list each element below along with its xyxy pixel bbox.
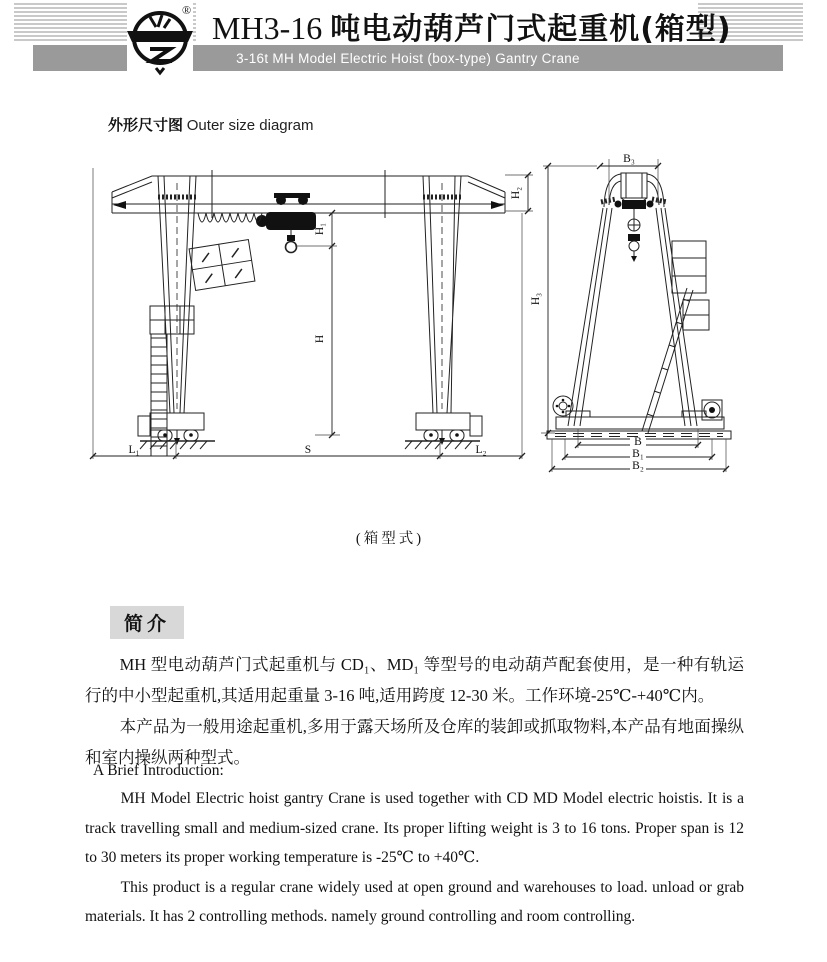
dim-label-b3: B₃ <box>623 153 635 165</box>
logo-box <box>127 2 193 79</box>
en-paragraph-1: MH Model Electric hoist gantry Crane is used together with CD MD Model electric hoistis. It is a track travelling small and medium-sized crane. Its proper lifting weight is 3 to 16 tons. Proper span is 12 to 30 meters its proper working temperature is -25℃ to +40℃. <box>85 790 744 866</box>
dim-label-l2: L₂ <box>475 444 487 456</box>
section-title-cn: 外形尺寸图 <box>108 116 184 134</box>
dim-label-b2: B₂ <box>632 460 644 472</box>
ladder <box>151 334 167 456</box>
page-title <box>212 4 732 46</box>
diagram-caption: (箱型式) <box>355 531 425 547</box>
section-title-en: Outer size diagram <box>186 117 314 134</box>
electric-hoist <box>256 193 316 253</box>
dim-label-h: H <box>314 334 326 344</box>
en-paragraph-2: This product is a regular crane widely used at open ground and warehouses to load. unload or grab materials. It has 2 controlling methods. namely ground controlling and room controlling. <box>85 878 744 925</box>
dim-label-s: S <box>304 444 312 456</box>
festoon-cable <box>198 213 262 222</box>
outer-size-diagram <box>85 143 745 523</box>
header-subtitle: 3-16t MH Model Electric Hoist (box-type) Gantry Crane <box>236 50 580 66</box>
hook-icon <box>286 242 297 253</box>
intro-chinese-text <box>85 649 744 773</box>
intro-heading-cn: 简介 <box>110 606 184 639</box>
crane-drawing <box>85 143 745 523</box>
registered-mark: ® <box>182 3 192 17</box>
side-view <box>541 159 731 472</box>
front-view <box>90 168 533 459</box>
intro-heading-en: A Brief Introduction: <box>93 762 224 779</box>
dim-label-b1: B₁ <box>632 448 644 460</box>
intro-english-text <box>85 762 744 932</box>
cn-paragraph-2: 本产品为一般用途起重机,多用于露天场所及仓库的装卸或抓取物料,本产品有地面操纵和室内操纵两种型式。 <box>85 717 744 767</box>
dim-label-l1: L₁ <box>128 444 140 456</box>
side-hoist <box>615 200 654 262</box>
travel-arrow-left <box>113 201 126 209</box>
title-model-number: MH3-16 <box>212 10 323 46</box>
cn-paragraph-1: MH 型电动葫芦门式起重机与 CD₁、MD₁ 等型号的电动葫芦配套使用，是一种有轨运行的中小型起重机,其适用起重量 3-16 吨,适用跨度 12-30 米。工作环境-25℃-+40℃内。 <box>85 655 744 705</box>
dim-label-b: B <box>634 436 642 448</box>
section-title <box>108 114 313 135</box>
title-chinese: 吨电动葫芦门式起重机(箱型) <box>330 12 732 47</box>
dim-label-h2: H₂ <box>510 186 522 200</box>
company-logo-icon <box>127 2 193 79</box>
travel-arrow-right <box>491 201 504 209</box>
dim-label-h1: H₁ <box>314 222 326 236</box>
control-cabinet <box>189 240 255 291</box>
dim-label-h3: H₃ <box>530 292 542 306</box>
